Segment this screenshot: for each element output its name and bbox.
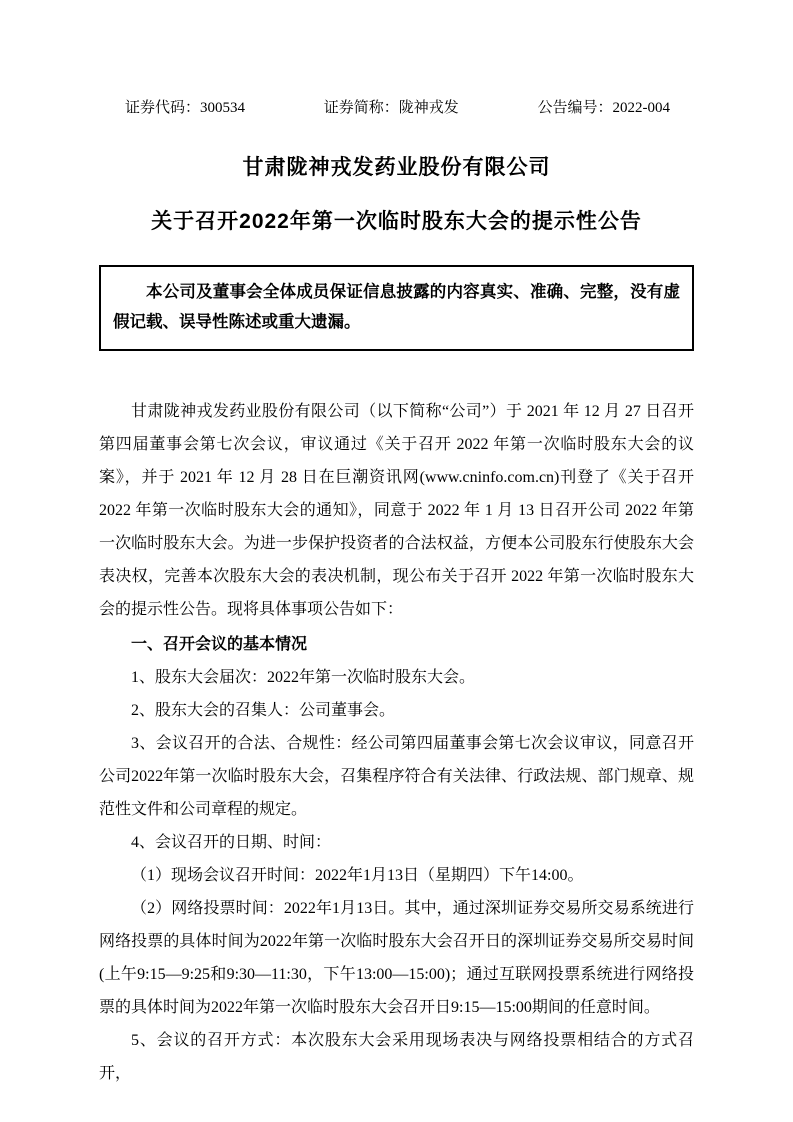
- item-onsite-time: （1）现场会议召开时间：2022年1月13日（星期四）下午14:00。: [131, 867, 584, 884]
- stock-code: 证券代码：300534: [125, 100, 246, 116]
- company-name-title: 甘肃陇神戎发药业股份有限公司: [242, 156, 551, 179]
- item-meeting-method: 5、会议的召开方式：本次股东大会采用现场表决与网络投票相结合的方式召开，: [99, 1032, 694, 1082]
- intro-paragraph: 甘肃陇神戎发药业股份有限公司（以下简称“公司”）于 2021 年 12 月 27 日召开第四届董事会第七次会议，审议通过《关于召开 2022 年第一次临时股东大会的议案》，并于 2021 年 12 月 28 日在巨潮资讯网(www.cninfo.com.cn)刊登了《关于召开 2022 年第一次临时股东大会的通知》，同意于 2022 年 1 月 13 日召开公司 2022 年第一次临时股东大会。为进一步保护投资者的合法权益，方便本公司股东行使股东大会表决权，完善本次股东大会的表决机制，现公布关于召开 2022 年第一次临时股东大会的提示性公告。现将具体事项公告如下：: [99, 403, 694, 618]
- stock-name: 证券简称：陇神戎发: [323, 100, 459, 116]
- announcement-title: 关于召开2022年第一次临时股东大会的提示性公告: [151, 210, 642, 233]
- item-meeting-session: 1、股东大会届次：2022年第一次临时股东大会。: [131, 669, 476, 686]
- announcement-number: 公告编号：2022-004: [537, 100, 670, 116]
- item-convener: 2、股东大会的召集人：公司董事会。: [131, 702, 396, 719]
- item-legality: 3、会议召开的合法、合规性：经公司第四届董事会第七次会议审议，同意召开公司2022年第一次临时股东大会，召集程序符合有关法律、行政法规、部门规章、规范性文件和公司章程的规定。: [99, 735, 694, 818]
- item-online-voting-time: （2）网络投票时间：2022年1月13日。其中，通过深圳证券交易所交易系统进行网络投票的具体时间为2022年第一次临时股东大会召开日的深圳证券交易所交易时间(上午9:15—9:25和9:30—11:30，下午13:00—15:00)；通过互联网投票系统进行网络投票的具体时间为2022年第一次临时股东大会召开日9:15—15:00期间的任意时间。: [99, 900, 694, 1016]
- disclaimer-text: 本公司及董事会全体成员保证信息披露的内容真实、准确、完整，没有虚假记载、误导性陈述或重大遗漏。: [113, 283, 680, 331]
- section-1-heading: 一、召开会议的基本情况: [131, 636, 308, 653]
- announcement-body: [99, 395, 694, 1090]
- document-header: [99, 96, 694, 117]
- disclaimer-box: [99, 265, 694, 351]
- item-date-time: 4、会议召开的日期、时间：: [131, 834, 332, 851]
